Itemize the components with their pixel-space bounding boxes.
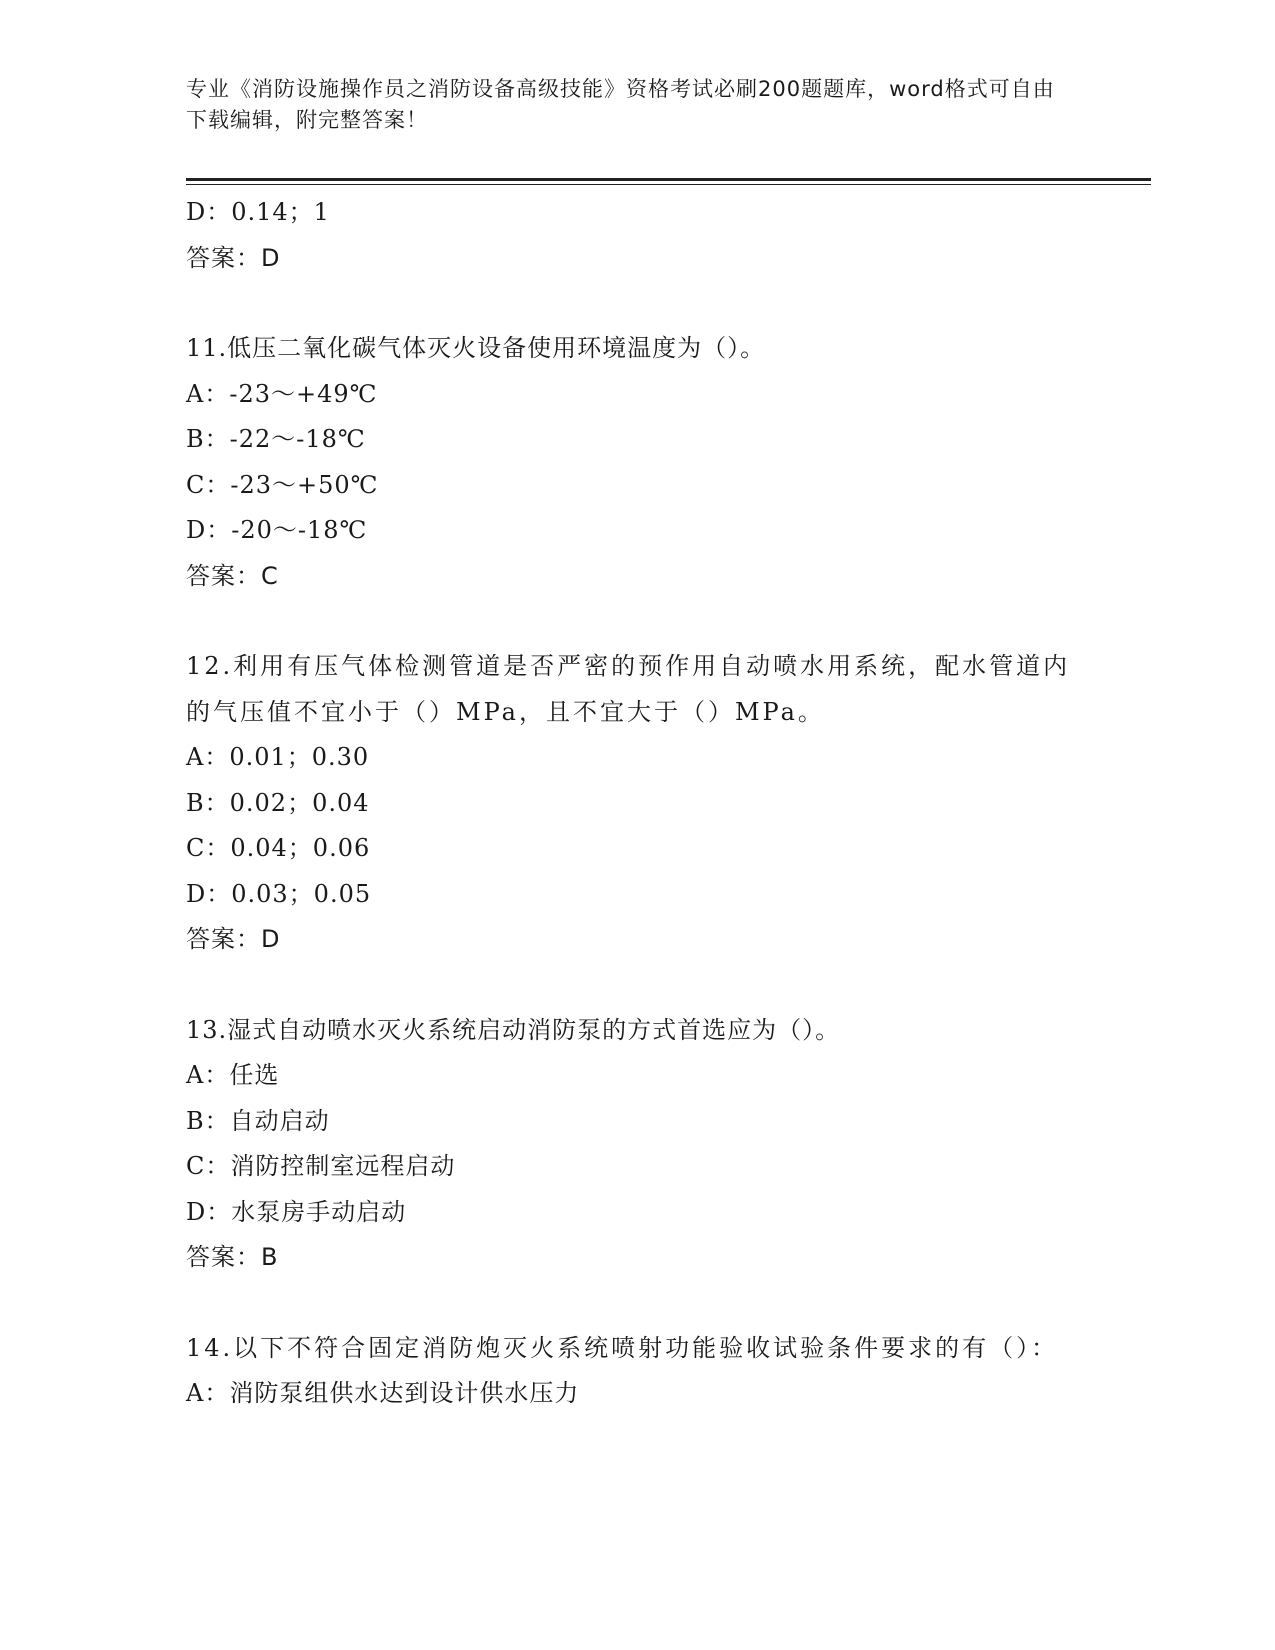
option-text: D：0.03；0.05 <box>186 879 372 908</box>
option-text: B：-22～-18℃ <box>186 425 366 453</box>
option-text: D：0.14；1 <box>186 198 330 226</box>
option-text: A：0.01；0.30 <box>186 743 370 771</box>
question-stem: 14.以下不符合固定消防炮灭火系统喷射功能验收试验条件要求的有（）： <box>186 1333 1059 1362</box>
question-content <box>186 190 1086 1417</box>
question-block <box>186 326 1086 599</box>
header-text: 专业《消防设施操作员之消防设备高级技能》资格考试必刷200题题库，word格式可自由下载编辑，附完整答案！ <box>186 77 1055 132</box>
answer-text: 答案：D <box>186 243 281 272</box>
spacer <box>186 963 1086 1008</box>
option-text: C：0.04；0.06 <box>186 834 371 862</box>
question-block <box>186 1008 1086 1281</box>
spacer <box>186 599 1086 644</box>
option-text: C：消防控制室远程启动 <box>186 1152 456 1180</box>
option-text: D：水泵房手动启动 <box>186 1197 407 1226</box>
question-stem: 11.低压二氧化碳气体灭火设备使用环境温度为（）。 <box>186 334 766 362</box>
option-text: D：-20～-18℃ <box>186 516 368 544</box>
question-block <box>186 1326 1086 1417</box>
question-stem: 12.利用有压气体检测管道是否严密的预作用自动喷水用系统，配水管道内的气压值不宜小于（）MPa，且不宜大于（）MPa。 <box>186 652 1071 726</box>
option-text: A：任选 <box>186 1061 280 1089</box>
option-text: A：-23～+49℃ <box>186 379 378 408</box>
header-rule-thick <box>186 178 1151 181</box>
page-header <box>186 74 1076 136</box>
option-text: C：-23～+50℃ <box>186 470 379 499</box>
answer-text: 答案：B <box>186 1243 279 1271</box>
option-text: B：0.02；0.04 <box>186 788 370 817</box>
question-stem: 13.湿式自动喷水灭火系统启动消防泵的方式首选应为（）。 <box>186 1015 841 1044</box>
option-text: A：消防泵组供水达到设计供水压力 <box>186 1379 580 1407</box>
question-block <box>186 644 1086 963</box>
answer-text: 答案：C <box>186 561 279 590</box>
spacer <box>186 281 1086 326</box>
header-rule-thin <box>186 184 1151 185</box>
spacer <box>186 1281 1086 1326</box>
answer-text: 答案：D <box>186 925 281 953</box>
option-text: B：自动启动 <box>186 1106 330 1135</box>
